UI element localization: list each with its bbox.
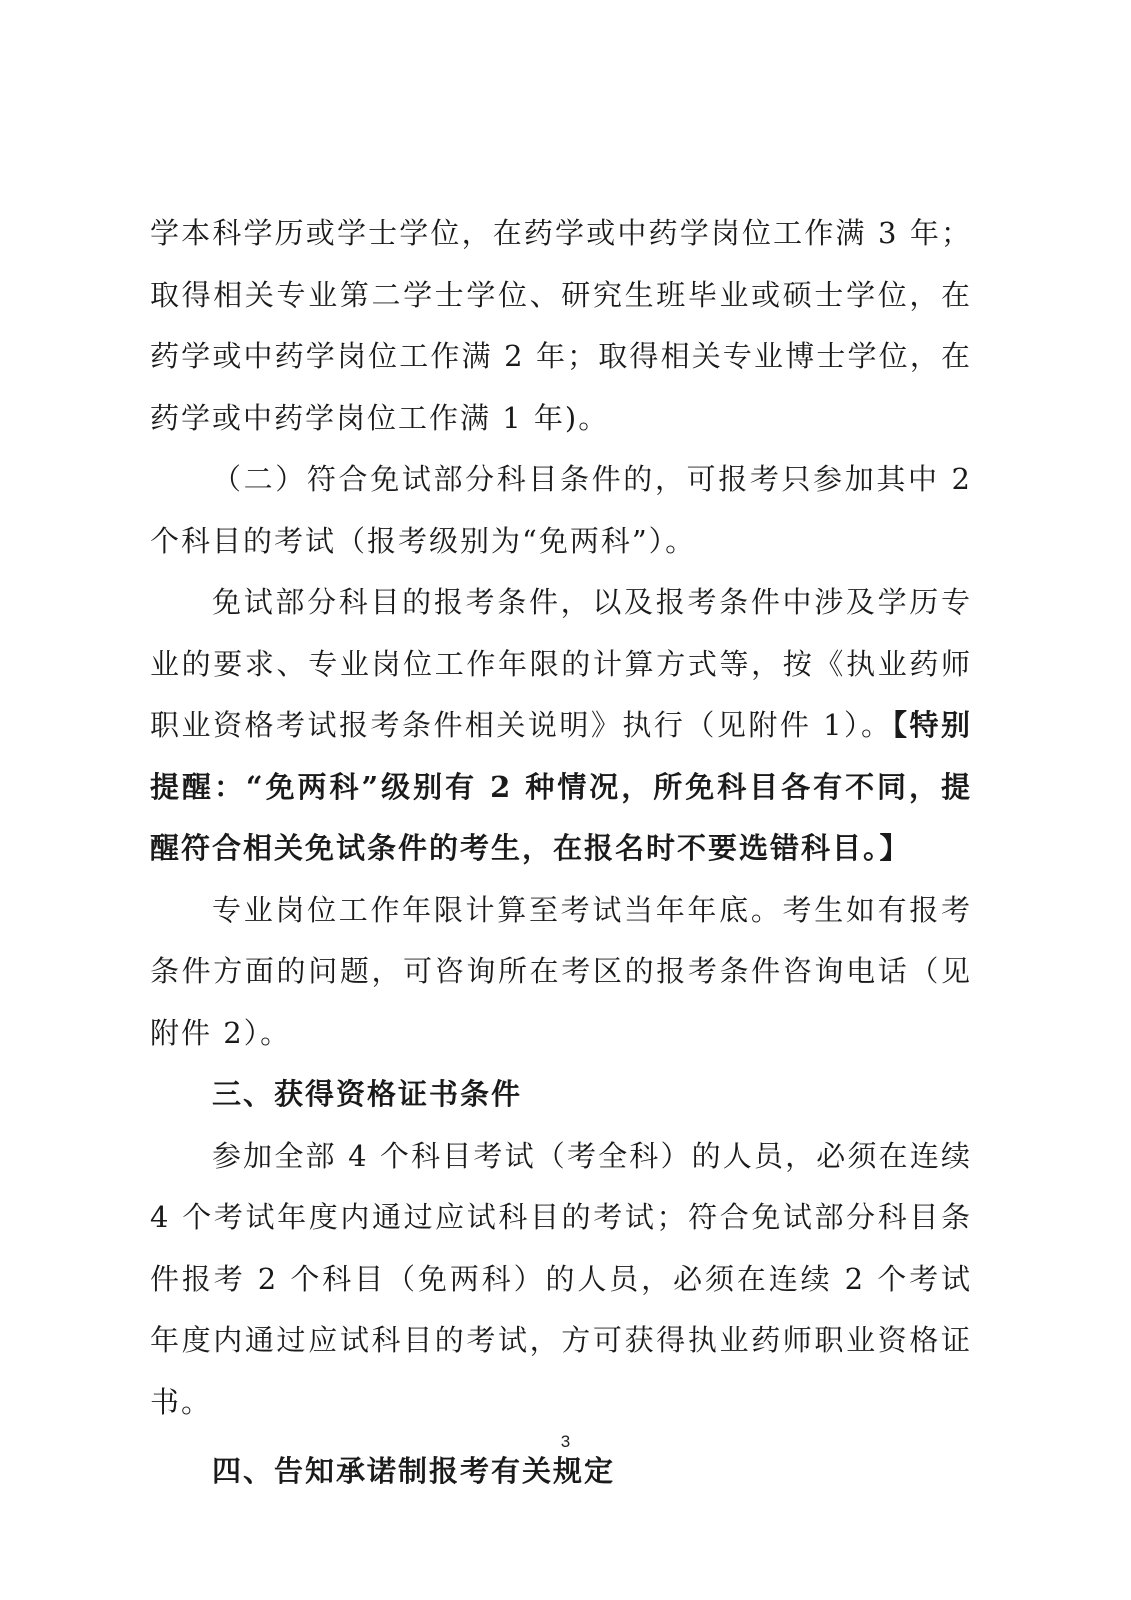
paragraph-degree-requirements: 学本科学历或学士学位，在药学或中药学岗位工作满 3 年；取得相关专业第二学士学位、研究生班毕业或硕士学位，在药学或中药学岗位工作满 2 年；取得相关专业博士学位，在药学或中药学岗位工作满 1 年)。 — [150, 216, 972, 435]
exemption-conditions-text: 免试部分科目的报考条件，以及报考条件中涉及学历专业的要求、专业岗位工作年限的计算方式等，按《执业药师职业资格考试报考条件相关说明》执行（见附件 1）。 — [150, 585, 972, 742]
paragraph-exemption-conditions — [150, 572, 972, 880]
paragraph-work-years: 专业岗位工作年限计算至考试当年年底。考生如有报考条件方面的问题，可咨询所在考区的报考条件咨询电话（见附件 2）。 — [150, 892, 972, 1050]
paragraph-exemption-section: （二）符合免试部分科目条件的，可报考只参加其中 2 个科目的考试（报考级别为“免两科”）。 — [150, 462, 972, 558]
document-body — [150, 203, 972, 1503]
section-heading-certificate: 三、获得资格证书条件 — [212, 1077, 523, 1111]
paragraph-certificate-conditions: 参加全部 4 个科目考试（考全科）的人员，必须在连续 4 个考试年度内通过应试科目的考试；符合免试部分科目条件报考 2 个科目（免两科）的人员，必须在连续 2 个考试年度内通过应试科目的考试，方可获得执业药师职业资格证书。 — [150, 1138, 972, 1419]
section-heading-commitment: 四、告知承诺制报考有关规定 — [212, 1454, 616, 1488]
page-number: 3 — [560, 1432, 571, 1451]
special-reminder: 【特别提醒：“免两科”级别有 2 种情况，所免科目各有不同，提醒符合相关免试条件的考生，在报名时不要选错科目。】 — [150, 708, 972, 865]
